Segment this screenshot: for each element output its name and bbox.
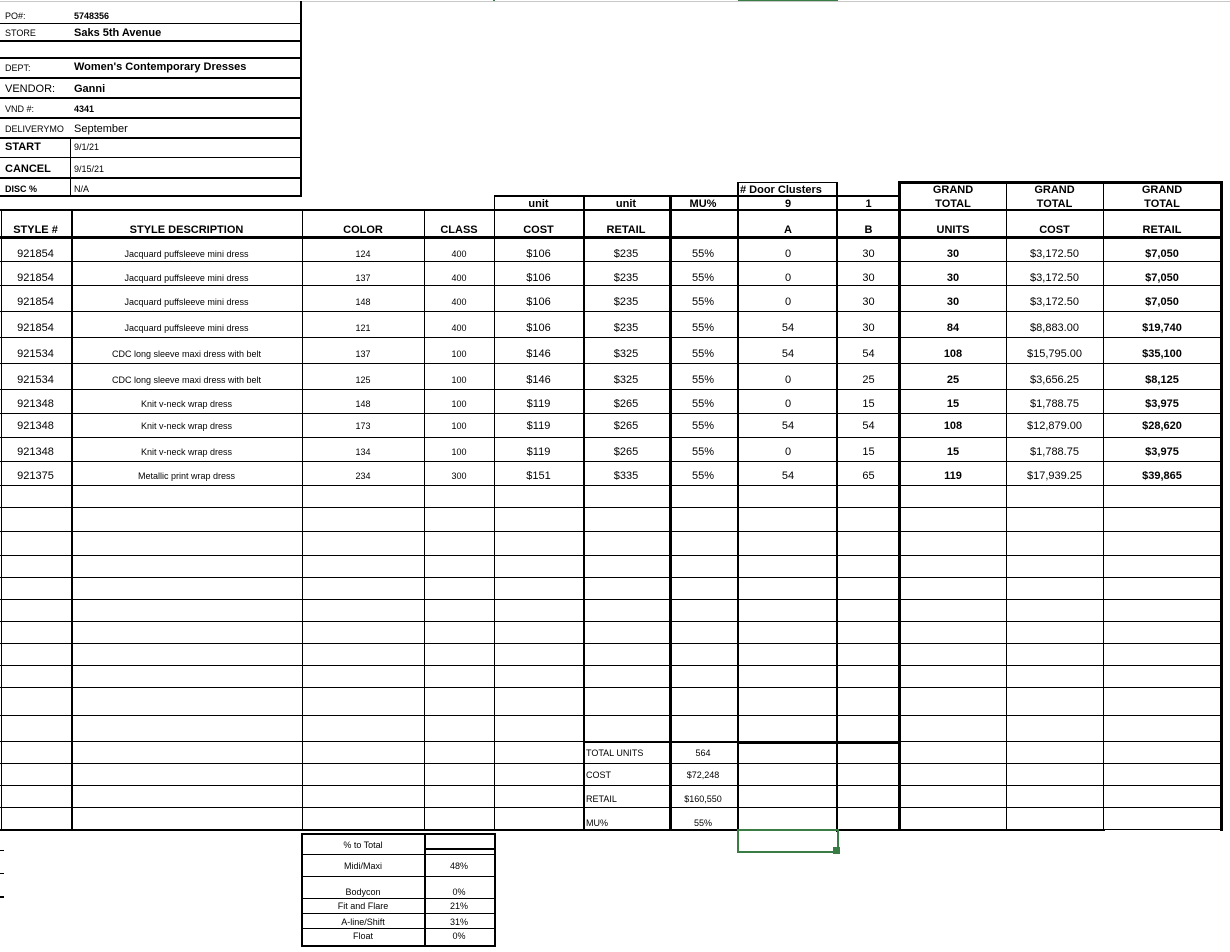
total-mu-label: MU% — [586, 818, 608, 828]
retail-top-label: unit — [615, 198, 637, 210]
grand-units: 30 — [946, 272, 960, 284]
unit-cost: $106 — [526, 272, 551, 284]
unit-retail: $325 — [613, 374, 639, 386]
class-header: CLASS — [440, 224, 478, 236]
cluster-a-qty: 54 — [781, 348, 795, 360]
grand-cost: $3,172.50 — [1030, 248, 1079, 260]
class-code: 400 — [451, 297, 467, 307]
color-code: 234 — [355, 471, 371, 481]
color-code: 124 — [355, 249, 371, 259]
start-value: 9/1/21 — [74, 142, 100, 152]
markup-percent: 55% — [691, 446, 715, 458]
grand-retail: $7,050 — [1145, 296, 1179, 308]
markup-percent: 55% — [691, 296, 715, 308]
selected-cell[interactable] — [737, 829, 839, 853]
grand-retail: $28,620 — [1142, 420, 1182, 432]
class-code: 100 — [451, 349, 467, 359]
cluster-a-header: A — [784, 224, 792, 236]
style-number: 921375 — [17, 470, 54, 482]
grand-cost: $3,172.50 — [1030, 296, 1079, 308]
unit-cost: $106 — [526, 322, 551, 334]
disc-label: DISC % — [5, 184, 38, 194]
class-code: 400 — [451, 249, 467, 259]
style-number: 921854 — [17, 272, 54, 284]
style-number: 921348 — [17, 398, 54, 410]
vendor-value: Ganni — [74, 83, 106, 95]
margin-tick — [0, 873, 4, 874]
gcost-header: COST — [1039, 224, 1070, 236]
grand-units: 84 — [946, 322, 960, 334]
unit-retail: $265 — [613, 446, 639, 458]
cluster-b-qty: 30 — [862, 248, 875, 260]
total-cost-value: $72,248 — [686, 770, 720, 780]
grand-retail: $7,050 — [1145, 272, 1179, 284]
style-number: 921534 — [17, 374, 54, 386]
markup-percent: 55% — [691, 322, 715, 334]
grand-cost-line2: TOTAL — [1036, 198, 1073, 210]
margin-tick — [0, 896, 4, 898]
cluster-b-qty: 30 — [862, 272, 875, 284]
unit-cost: $146 — [526, 374, 551, 386]
mix-value-bodycon: 0% — [452, 887, 466, 897]
cluster-a-qty: 54 — [781, 420, 795, 432]
unit-cost: $119 — [526, 420, 551, 432]
style-number: 921854 — [17, 248, 54, 260]
style-number: 921348 — [17, 446, 54, 458]
grand-cost: $12,879.00 — [1026, 420, 1083, 432]
unit-cost: $146 — [526, 348, 551, 360]
grand-cost: $8,883.00 — [1030, 322, 1079, 334]
mix-value-fit-flare: 21% — [449, 901, 468, 911]
cluster-a-qty: 0 — [784, 248, 792, 260]
units-header: UNITS — [936, 224, 970, 236]
color-code: 173 — [355, 421, 371, 431]
class-code: 100 — [451, 421, 467, 431]
unit-retail: $335 — [613, 470, 639, 482]
grand-cost: $3,656.25 — [1030, 374, 1079, 386]
mix-value-float: 0% — [452, 931, 466, 941]
grand-cost: $15,795.00 — [1026, 348, 1083, 360]
cluster-b-header: B — [864, 224, 873, 236]
style-description: Jacquard puffsleeve mini dress — [124, 249, 249, 259]
unit-retail: $235 — [613, 248, 639, 260]
vnd-value: 4341 — [74, 104, 95, 114]
mix-label-float: Float — [352, 931, 373, 941]
cluster-a-qty: 54 — [781, 322, 795, 334]
markup-percent: 55% — [691, 420, 715, 432]
delivery-label: DELIVERYMO — [5, 124, 64, 134]
retail-header: RETAIL — [606, 224, 646, 236]
cluster-a-qty: 0 — [784, 398, 792, 410]
total-units-value: 564 — [695, 748, 711, 758]
gretail-header: RETAIL — [1142, 224, 1182, 236]
class-code: 100 — [451, 399, 467, 409]
unit-cost: $106 — [526, 296, 551, 308]
cluster-b-qty: 54 — [862, 420, 875, 432]
style-description: Jacquard puffsleeve mini dress — [124, 273, 249, 283]
mix-value-aline-shift: 31% — [449, 917, 468, 927]
unit-retail: $235 — [613, 322, 639, 334]
vnd-label: VND #: — [5, 104, 35, 114]
cluster-b-qty: 25 — [862, 374, 875, 386]
style-description: Jacquard puffsleeve mini dress — [124, 323, 249, 333]
mu-header: MU% — [689, 198, 717, 210]
cluster-a-count: 9 — [784, 198, 792, 210]
cluster-b-qty: 30 — [862, 322, 875, 334]
po-label: PO#: — [5, 11, 26, 21]
markup-percent: 55% — [691, 272, 715, 284]
mix-value-midi-maxi: 48% — [449, 861, 468, 871]
po-value: 5748356 — [74, 11, 110, 21]
color-code: 137 — [355, 349, 371, 359]
grand-retail-line1: GRAND — [1141, 184, 1183, 196]
markup-percent: 55% — [691, 470, 715, 482]
grand-units: 30 — [946, 248, 960, 260]
total-units-label: TOTAL UNITS — [586, 748, 644, 758]
markup-percent: 55% — [691, 348, 715, 360]
cluster-b-qty: 65 — [862, 470, 875, 482]
disc-value: N/A — [74, 184, 90, 194]
style-description: CDC long sleeve maxi dress with belt — [111, 375, 262, 385]
color-header: COLOR — [343, 224, 383, 236]
door-clusters-header: # Door Clusters — [740, 184, 822, 196]
mix-label-aline-shift: A-line/Shift — [341, 917, 385, 927]
cluster-a-qty: 0 — [784, 374, 792, 386]
store-value: Saks 5th Avenue — [74, 27, 162, 39]
unit-cost: $151 — [526, 470, 551, 482]
grand-units: 15 — [946, 446, 960, 458]
grand-units: 30 — [946, 296, 960, 308]
mix-label-fit-flare: Fit and Flare — [337, 901, 389, 911]
grand-units-line2: TOTAL — [935, 198, 971, 210]
grand-cost: $3,172.50 — [1030, 272, 1079, 284]
color-code: 148 — [355, 399, 371, 409]
grand-cost: $17,939.25 — [1026, 470, 1083, 482]
dept-value: Women's Contemporary Dresses — [74, 61, 247, 73]
class-code: 400 — [451, 273, 467, 283]
grand-units: 108 — [943, 420, 963, 432]
unit-cost: $119 — [526, 398, 551, 410]
style-description: Knit v-neck wrap dress — [140, 399, 233, 409]
unit-retail: $265 — [613, 420, 639, 432]
total-cost-label: COST — [586, 770, 612, 780]
grand-units: 108 — [943, 348, 963, 360]
grand-units: 15 — [946, 398, 960, 410]
grand-retail: $7,050 — [1145, 248, 1179, 260]
cluster-b-qty: 30 — [862, 296, 875, 308]
style-number: 921348 — [17, 420, 54, 432]
unit-retail: $235 — [613, 272, 639, 284]
mix-label-midi-maxi: Midi/Maxi — [343, 861, 382, 871]
style-number: 921534 — [17, 348, 54, 360]
style-description: Knit v-neck wrap dress — [140, 421, 233, 431]
color-code: 121 — [355, 323, 371, 333]
delivery-value: September — [74, 123, 128, 135]
fill-handle[interactable] — [833, 847, 840, 854]
unit-retail: $265 — [613, 398, 639, 410]
style-description: Knit v-neck wrap dress — [140, 447, 233, 457]
grand-cost-line1: GRAND — [1034, 184, 1075, 196]
class-code: 400 — [451, 323, 467, 333]
vendor-label: VENDOR: — [5, 83, 56, 95]
grand-units: 25 — [946, 374, 960, 386]
unit-retail: $235 — [613, 296, 639, 308]
total-retail-label: RETAIL — [586, 794, 617, 804]
class-code: 300 — [451, 471, 467, 481]
cost-top-label: unit — [528, 198, 549, 210]
cluster-a-qty: 0 — [784, 446, 792, 458]
color-code: 125 — [355, 375, 371, 385]
grand-units-line1: GRAND — [932, 184, 974, 196]
grand-retail: $3,975 — [1145, 446, 1179, 458]
cost-header: COST — [523, 224, 554, 236]
grand-retail: $39,865 — [1142, 470, 1182, 482]
dept-label: DEPT: — [5, 63, 31, 73]
style-description: Jacquard puffsleeve mini dress — [124, 297, 249, 307]
cluster-b-qty: 15 — [862, 446, 875, 458]
cluster-b-qty: 54 — [862, 348, 875, 360]
start-label: START — [5, 141, 41, 153]
cluster-a-qty: 0 — [784, 296, 792, 308]
markup-percent: 55% — [691, 374, 715, 386]
cluster-a-qty: 54 — [781, 470, 795, 482]
color-code: 148 — [355, 297, 371, 307]
cluster-a-qty: 0 — [784, 272, 792, 284]
style-number: 921854 — [17, 296, 54, 308]
store-label: STORE — [5, 28, 36, 38]
style-header: STYLE # — [13, 224, 58, 236]
style-description: Metallic print wrap dress — [137, 471, 236, 481]
total-retail-value: $160,550 — [684, 794, 722, 804]
unit-cost: $106 — [526, 248, 551, 260]
style-number: 921854 — [17, 322, 54, 334]
cancel-label: CANCEL — [5, 163, 51, 175]
desc-header: STYLE DESCRIPTION — [129, 224, 244, 236]
grand-retail: $19,740 — [1142, 322, 1182, 334]
color-code: 137 — [355, 273, 371, 283]
unit-cost: $119 — [526, 446, 551, 458]
grand-retail: $8,125 — [1145, 374, 1179, 386]
grand-cost: $1,788.75 — [1030, 398, 1079, 410]
class-code: 100 — [451, 375, 467, 385]
cluster-b-count: 1 — [865, 198, 872, 210]
grand-cost: $1,788.75 — [1030, 446, 1079, 458]
margin-tick — [0, 850, 4, 851]
grand-retail-line2: TOTAL — [1144, 198, 1180, 210]
grand-units: 119 — [944, 470, 962, 482]
mix-label-bodycon: Bodycon — [345, 887, 381, 897]
class-code: 100 — [451, 447, 467, 457]
mix-title: % to Total — [343, 840, 383, 850]
unit-retail: $325 — [613, 348, 639, 360]
cancel-value: 9/15/21 — [74, 164, 105, 174]
grand-retail: $3,975 — [1145, 398, 1179, 410]
cluster-b-qty: 15 — [862, 398, 875, 410]
total-mu-value: 55% — [693, 818, 712, 828]
markup-percent: 55% — [691, 248, 715, 260]
grand-retail: $35,100 — [1142, 348, 1182, 360]
color-code: 134 — [355, 447, 371, 457]
style-description: CDC long sleeve maxi dress with belt — [111, 349, 262, 359]
markup-percent: 55% — [691, 398, 715, 410]
